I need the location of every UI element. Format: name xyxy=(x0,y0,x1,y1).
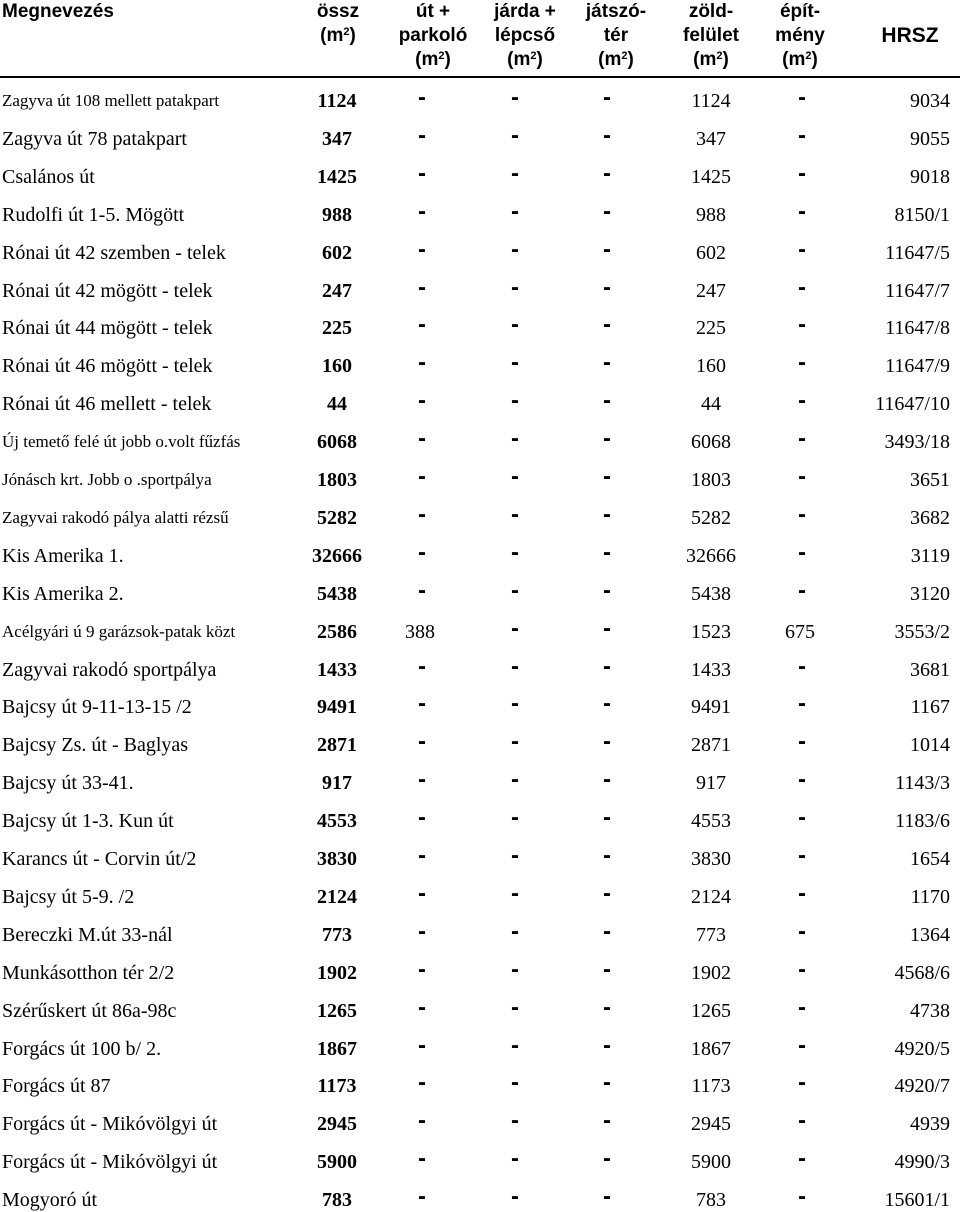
row-hrsz: 9034 xyxy=(910,90,950,112)
row-jarda: - xyxy=(511,1032,519,1059)
row-ut: - xyxy=(418,349,426,376)
row-ossz: 3830 xyxy=(317,848,357,870)
row-jatszo: - xyxy=(603,1107,611,1134)
row-ossz: 225 xyxy=(322,317,352,339)
header-ossz: össz $(m^2)$ xyxy=(316,1,360,46)
row-hrsz: 4738 xyxy=(910,1000,950,1022)
row-epit: - xyxy=(798,463,806,490)
row-jatszo: - xyxy=(603,236,611,263)
row-name: Bajcsy út 9-11-13-15 /2 xyxy=(2,696,192,718)
row-name: Szérűskert út 86a-98c xyxy=(2,1000,177,1022)
row-hrsz: 3682 xyxy=(910,507,950,529)
row-jatszo: - xyxy=(603,728,611,755)
row-zold: 6068 xyxy=(691,431,731,453)
row-jarda: - xyxy=(511,880,519,907)
row-ossz: 1124 xyxy=(317,90,357,112)
row-hrsz: 3119 xyxy=(910,545,950,567)
row-ossz: 917 xyxy=(322,772,352,794)
row-ossz: 1433 xyxy=(317,659,357,681)
row-jatszo: - xyxy=(603,690,611,717)
header-jatszoter: játszó- tér $(m^2)$ xyxy=(585,1,647,70)
row-jatszo: - xyxy=(603,1069,611,1096)
row-jarda: - xyxy=(511,311,519,338)
row-hrsz: 1014 xyxy=(910,734,950,756)
row-zold: 5438 xyxy=(691,583,731,605)
row-name: Bajcsy út 1-3. Kun út xyxy=(2,810,174,832)
row-jarda: - xyxy=(511,160,519,187)
row-ut: - xyxy=(418,766,426,793)
row-jarda: - xyxy=(511,501,519,528)
row-epit: - xyxy=(798,804,806,831)
row-ut: - xyxy=(418,880,426,907)
row-zold: 1433 xyxy=(691,659,731,681)
row-hrsz: 8150/1 xyxy=(894,204,950,226)
row-ut: - xyxy=(418,198,426,225)
row-ut: - xyxy=(418,956,426,983)
row-ossz: 988 xyxy=(322,204,352,226)
row-name: Rónai út 42 szemben - telek xyxy=(2,242,226,264)
row-epit: 675 xyxy=(785,621,815,643)
row-jatszo: - xyxy=(603,387,611,414)
row-jatszo: - xyxy=(603,539,611,566)
row-ossz: 2586 xyxy=(317,621,357,643)
row-jatszo: - xyxy=(603,463,611,490)
row-hrsz: 3120 xyxy=(910,583,950,605)
row-epit: - xyxy=(798,918,806,945)
row-epit: - xyxy=(798,539,806,566)
row-epit: - xyxy=(798,842,806,869)
row-ut: - xyxy=(418,160,426,187)
row-hrsz: 11647/10 xyxy=(875,393,950,415)
row-ossz: 1803 xyxy=(317,469,357,491)
row-hrsz: 1170 xyxy=(910,886,950,908)
row-name: Zagyvai rakodó pálya alatti rézsű xyxy=(2,508,229,527)
row-ossz: 2945 xyxy=(317,1113,357,1135)
row-epit: - xyxy=(798,387,806,414)
row-jatszo: - xyxy=(603,842,611,869)
row-ossz: 1425 xyxy=(317,166,357,188)
row-ossz: 5900 xyxy=(317,1151,357,1173)
header-hrsz: HRSZ xyxy=(881,24,939,47)
row-ut: - xyxy=(418,274,426,301)
row-jarda: - xyxy=(511,1145,519,1172)
row-jarda: - xyxy=(511,1069,519,1096)
header-epitmeny: épít- mény $(m^2)$ xyxy=(775,1,825,70)
row-epit: - xyxy=(798,1183,806,1210)
row-jatszo: - xyxy=(603,956,611,983)
row-ut: - xyxy=(418,842,426,869)
row-name: Bajcsy Zs. út - Baglyas xyxy=(2,734,189,756)
row-jarda: - xyxy=(511,690,519,717)
row-epit: - xyxy=(798,1069,806,1096)
row-jatszo: - xyxy=(603,84,611,111)
row-name: Mogyoró út xyxy=(2,1189,97,1211)
row-name: Zagyvai rakodó sportpálya xyxy=(2,659,217,681)
row-zold: 1867 xyxy=(691,1038,731,1060)
header-jarda-lepcso: járda + lépcső $(m^2)$ xyxy=(494,1,556,70)
row-ut: - xyxy=(418,577,426,604)
row-jatszo: - xyxy=(603,1183,611,1210)
row-epit: - xyxy=(798,690,806,717)
row-jarda: - xyxy=(511,274,519,301)
row-hrsz: 9018 xyxy=(910,166,950,188)
row-jarda: - xyxy=(511,766,519,793)
row-name: Kis Amerika 1. xyxy=(2,545,124,567)
row-jarda: - xyxy=(511,577,519,604)
row-jarda: - xyxy=(511,387,519,414)
row-epit: - xyxy=(798,84,806,111)
row-ossz: 2871 xyxy=(317,734,357,756)
row-ut: - xyxy=(418,463,426,490)
row-name: Kis Amerika 2. xyxy=(2,583,124,605)
row-epit: - xyxy=(798,425,806,452)
row-jatszo: - xyxy=(603,501,611,528)
row-ossz: 6068 xyxy=(317,431,357,453)
row-zold: 247 xyxy=(696,280,726,302)
row-name: Bajcsy út 33-41. xyxy=(2,772,134,794)
row-epit: - xyxy=(798,274,806,301)
row-jatszo: - xyxy=(603,804,611,831)
row-ut: - xyxy=(418,236,426,263)
row-zold: 44 xyxy=(701,393,721,415)
row-jarda: - xyxy=(511,236,519,263)
row-ut: - xyxy=(418,501,426,528)
row-ut: - xyxy=(418,653,426,680)
row-name: Bajcsy út 5-9. /2 xyxy=(2,886,135,908)
row-ossz: 9491 xyxy=(317,696,357,718)
row-jatszo: - xyxy=(603,311,611,338)
row-jatszo: - xyxy=(603,880,611,907)
row-zold: 1265 xyxy=(691,1000,731,1022)
row-name: Csalános út xyxy=(2,166,95,188)
row-zold: 4553 xyxy=(691,810,731,832)
row-name: Jónásch krt. Jobb o .sportpálya xyxy=(2,470,212,489)
row-jarda: - xyxy=(511,463,519,490)
row-epit: - xyxy=(798,880,806,907)
row-jatszo: - xyxy=(603,1032,611,1059)
row-ut: - xyxy=(418,804,426,831)
row-ut: 388 xyxy=(405,621,435,643)
row-jarda: - xyxy=(511,198,519,225)
row-jatszo: - xyxy=(603,577,611,604)
row-hrsz: 11647/7 xyxy=(885,280,950,302)
row-zold: 5282 xyxy=(691,507,731,529)
row-ut: - xyxy=(418,425,426,452)
row-ut: - xyxy=(418,387,426,414)
row-jarda: - xyxy=(511,84,519,111)
row-hrsz: 1167 xyxy=(910,696,950,718)
row-ut: - xyxy=(418,1183,426,1210)
row-hrsz: 11647/5 xyxy=(885,242,950,264)
row-hrsz: 1364 xyxy=(910,924,950,946)
row-ossz: 602 xyxy=(322,242,352,264)
row-jatszo: - xyxy=(603,615,611,642)
row-epit: - xyxy=(798,236,806,263)
row-name: Acélgyári ú 9 garázsok-patak közt xyxy=(2,622,236,641)
row-hrsz: 9055 xyxy=(910,128,950,150)
row-ossz: 44 xyxy=(327,393,347,415)
row-epit: - xyxy=(798,349,806,376)
row-name: Forgács út 100 b/ 2. xyxy=(2,1038,162,1060)
row-name: Rónai út 46 mellett - telek xyxy=(2,393,212,415)
row-hrsz: 1143/3 xyxy=(895,772,950,794)
row-ossz: 160 xyxy=(322,355,352,377)
row-jatszo: - xyxy=(603,766,611,793)
row-jatszo: - xyxy=(603,1145,611,1172)
row-zold: 3830 xyxy=(691,848,731,870)
row-name: Forgács út 87 xyxy=(2,1075,111,1097)
row-zold: 9491 xyxy=(691,696,731,718)
row-jatszo: - xyxy=(603,274,611,301)
row-ossz: 4553 xyxy=(317,810,357,832)
row-jarda: - xyxy=(511,425,519,452)
row-name: Rónai út 46 mögött - telek xyxy=(2,355,213,377)
row-zold: 1173 xyxy=(691,1075,731,1097)
row-jatszo: - xyxy=(603,994,611,1021)
row-epit: - xyxy=(798,766,806,793)
row-ossz: 247 xyxy=(322,280,352,302)
row-jatszo: - xyxy=(603,349,611,376)
row-epit: - xyxy=(798,577,806,604)
row-jatszo: - xyxy=(603,425,611,452)
row-name: Rudolfi út 1-5. Mögött xyxy=(2,204,185,226)
row-name: Forgács út - Mikóvölgyi út xyxy=(2,1151,218,1173)
row-jarda: - xyxy=(511,994,519,1021)
row-epit: - xyxy=(798,1032,806,1059)
row-zold: 917 xyxy=(696,772,726,794)
row-hrsz: 3553/2 xyxy=(894,621,950,643)
row-epit: - xyxy=(798,122,806,149)
row-ossz: 1265 xyxy=(317,1000,357,1022)
row-ossz: 347 xyxy=(322,128,352,150)
row-zold: 225 xyxy=(696,317,726,339)
row-hrsz: 4920/5 xyxy=(894,1038,950,1060)
row-ut: - xyxy=(418,311,426,338)
row-name: Zagyva út 78 patakpart xyxy=(2,128,187,150)
row-zold: 1803 xyxy=(691,469,731,491)
row-hrsz: 11647/9 xyxy=(885,355,950,377)
row-hrsz: 3681 xyxy=(910,659,950,681)
row-hrsz: 4939 xyxy=(910,1113,950,1135)
row-jatszo: - xyxy=(603,653,611,680)
row-zold: 1523 xyxy=(691,621,731,643)
row-jarda: - xyxy=(511,728,519,755)
row-jatszo: - xyxy=(603,918,611,945)
row-ut: - xyxy=(418,1069,426,1096)
row-jarda: - xyxy=(511,918,519,945)
row-jatszo: - xyxy=(603,122,611,149)
row-jarda: - xyxy=(511,539,519,566)
row-zold: 988 xyxy=(696,204,726,226)
row-hrsz: 15601/1 xyxy=(884,1189,950,1211)
row-hrsz: 3493/18 xyxy=(884,431,950,453)
row-ut: - xyxy=(418,122,426,149)
row-jarda: - xyxy=(511,653,519,680)
row-jarda: - xyxy=(511,956,519,983)
row-zold: 347 xyxy=(696,128,726,150)
row-ut: - xyxy=(418,918,426,945)
row-ut: - xyxy=(418,994,426,1021)
row-ossz: 1902 xyxy=(317,962,357,984)
row-name: Forgács út - Mikóvölgyi út xyxy=(2,1113,218,1135)
row-hrsz: 4990/3 xyxy=(894,1151,950,1173)
header-zoldfelulet: zöld- felület $(m^2)$ xyxy=(683,1,739,70)
row-ut: - xyxy=(418,84,426,111)
header-ut-parkolo: út + parkoló $(m^2)$ xyxy=(398,1,468,70)
row-jarda: - xyxy=(511,615,519,642)
row-ossz: 773 xyxy=(322,924,352,946)
row-jarda: - xyxy=(511,842,519,869)
header-divider xyxy=(0,76,960,78)
row-hrsz: 4920/7 xyxy=(894,1075,950,1097)
row-zold: 1902 xyxy=(691,962,731,984)
row-zold: 2124 xyxy=(691,886,731,908)
row-name: Bereczki M.út 33-nál xyxy=(2,924,173,946)
row-hrsz: 1654 xyxy=(910,848,950,870)
header-name: Megnevezés xyxy=(2,1,114,22)
row-zold: 602 xyxy=(696,242,726,264)
row-jatszo: - xyxy=(603,160,611,187)
row-zold: 5900 xyxy=(691,1151,731,1173)
row-ut: - xyxy=(418,690,426,717)
row-ut: - xyxy=(418,728,426,755)
row-ut: - xyxy=(418,539,426,566)
row-epit: - xyxy=(798,728,806,755)
row-jarda: - xyxy=(511,122,519,149)
row-ossz: 1173 xyxy=(317,1075,357,1097)
row-name: Rónai út 44 mögött - telek xyxy=(2,317,213,339)
row-epit: - xyxy=(798,1145,806,1172)
row-epit: - xyxy=(798,994,806,1021)
row-ossz: 783 xyxy=(322,1189,352,1211)
row-zold: 32666 xyxy=(686,545,736,567)
row-zold: 783 xyxy=(696,1189,726,1211)
row-zold: 2871 xyxy=(691,734,731,756)
row-epit: - xyxy=(798,198,806,225)
row-ossz: 5282 xyxy=(317,507,357,529)
row-zold: 2945 xyxy=(691,1113,731,1135)
row-jarda: - xyxy=(511,804,519,831)
row-ossz: 5438 xyxy=(317,583,357,605)
row-jarda: - xyxy=(511,349,519,376)
row-ossz: 2124 xyxy=(317,886,357,908)
row-epit: - xyxy=(798,160,806,187)
row-epit: - xyxy=(798,653,806,680)
row-zold: 1124 xyxy=(691,90,731,112)
row-name: Munkásotthon tér 2/2 xyxy=(2,962,175,984)
row-jarda: - xyxy=(511,1183,519,1210)
row-ossz: 32666 xyxy=(312,545,362,567)
row-zold: 160 xyxy=(696,355,726,377)
row-epit: - xyxy=(798,956,806,983)
row-epit: - xyxy=(798,501,806,528)
row-name: Zagyva út 108 mellett patakpart xyxy=(2,91,220,110)
row-epit: - xyxy=(798,1107,806,1134)
row-hrsz: 4568/6 xyxy=(894,962,950,984)
row-ut: - xyxy=(418,1145,426,1172)
row-name: Új temető felé út jobb o.volt fűzfás xyxy=(2,432,241,451)
row-zold: 773 xyxy=(696,924,726,946)
row-hrsz: 3651 xyxy=(910,469,950,491)
row-zold: 1425 xyxy=(691,166,731,188)
row-ut: - xyxy=(418,1107,426,1134)
row-jarda: - xyxy=(511,1107,519,1134)
row-epit: - xyxy=(798,311,806,338)
row-ossz: 1867 xyxy=(317,1038,357,1060)
row-hrsz: 11647/8 xyxy=(885,317,950,339)
row-jatszo: - xyxy=(603,198,611,225)
row-hrsz: 1183/6 xyxy=(895,810,950,832)
row-name: Karancs út - Corvin út/2 xyxy=(2,848,197,870)
row-name: Rónai út 42 mögött - telek xyxy=(2,280,213,302)
row-ut: - xyxy=(418,1032,426,1059)
